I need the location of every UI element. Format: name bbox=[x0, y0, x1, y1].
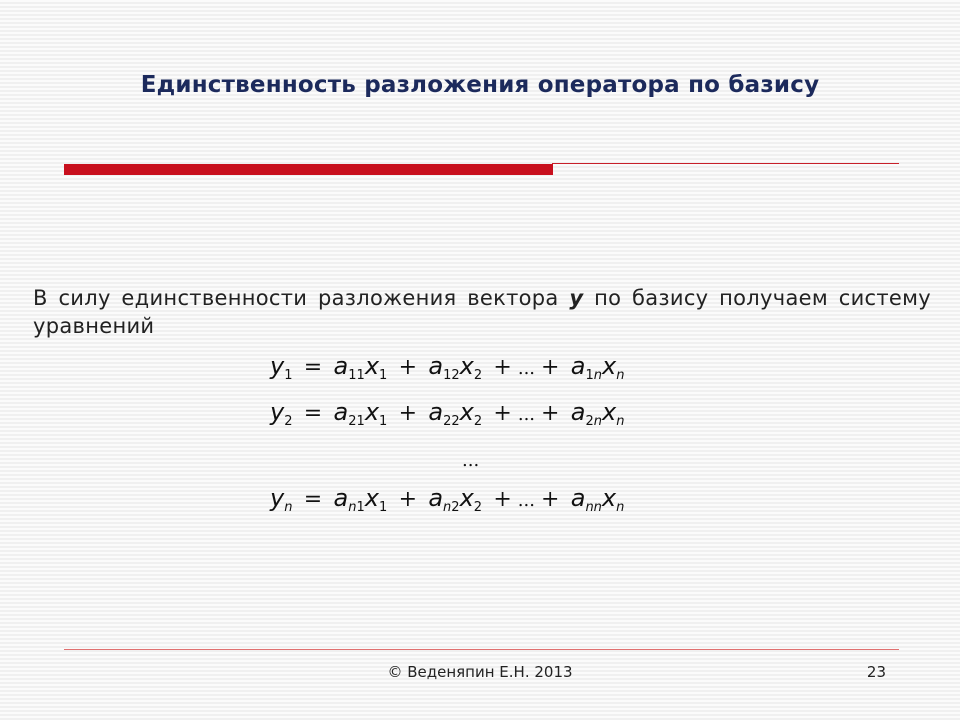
intro-text-after: по базису получаем систему уравнений bbox=[33, 286, 931, 338]
eq1-plus-1: + bbox=[398, 355, 418, 380]
intro-text-before: В силу единственности разложения вектора bbox=[33, 286, 570, 310]
intro-vector-symbol: y bbox=[569, 286, 584, 310]
eqn-tn-var: x bbox=[601, 484, 617, 512]
eq1-tn-var: x bbox=[602, 352, 617, 380]
eq2-t1-var: x bbox=[364, 398, 380, 426]
eqn-lhs: y bbox=[270, 484, 285, 512]
footer-rule bbox=[64, 649, 899, 650]
eq2-tn-coef-sub-b: n bbox=[593, 414, 603, 429]
eq1-t1-coef-sub: 11 bbox=[348, 368, 365, 383]
title-rule-thin bbox=[552, 163, 899, 164]
eq2-lhs-sub: 2 bbox=[284, 414, 293, 429]
eq1-plus-3: + bbox=[541, 355, 560, 380]
eq1-lhs: y bbox=[270, 352, 285, 380]
eq2-t2-coef-sub: 22 bbox=[443, 414, 460, 429]
eqn-dots: ... bbox=[517, 490, 535, 511]
eq2-plus-1: + bbox=[398, 401, 418, 426]
eqn-t1-var-sub: 1 bbox=[378, 500, 388, 515]
eqn-plus-2: + bbox=[493, 487, 512, 512]
eqn-tn-var-sub-wrap bbox=[616, 500, 624, 515]
eq2-plus-2: + bbox=[493, 401, 512, 426]
slide-title: Единственность разложения оператора по базису bbox=[140, 72, 820, 98]
eq2-tn-coef-sub-a: 2 bbox=[585, 414, 594, 429]
title-rule-thick bbox=[64, 164, 553, 175]
eqn-t1-coef-sub-a: n bbox=[348, 500, 357, 515]
eq2-tn-var-sub: n bbox=[616, 414, 625, 429]
eq1-t2-var: x bbox=[459, 352, 474, 380]
eq2-tn-coef-sub bbox=[586, 414, 603, 429]
eq1-tn-var-sub-wrap bbox=[616, 368, 624, 383]
eqn-t2-var: x bbox=[459, 484, 474, 512]
eq2-tn-var: x bbox=[602, 398, 617, 426]
eq2-t2-coef: a bbox=[428, 398, 444, 426]
eqn-t2-var-sub: 2 bbox=[473, 500, 483, 515]
eqn-plus-1: + bbox=[398, 487, 417, 512]
eq1-t1-var: x bbox=[364, 352, 380, 380]
eq1-plus-2: + bbox=[493, 355, 512, 380]
eq1-t2-var-sub: 2 bbox=[473, 368, 483, 383]
eq1-tn-coef-sub-a: 1 bbox=[585, 368, 594, 383]
eqn-lhs-sub-wrap bbox=[284, 500, 292, 515]
eqn-t2-coef-sub-b: 2 bbox=[451, 500, 460, 515]
eq2-plus-3: + bbox=[541, 401, 560, 426]
equation-row-2 bbox=[270, 398, 624, 429]
eq1-tn-var-sub: n bbox=[616, 368, 625, 383]
eqn-t2-coef-sub-a: n bbox=[443, 500, 452, 515]
eqn-equals: = bbox=[303, 487, 323, 512]
eq1-t1-var-sub: 1 bbox=[379, 368, 388, 383]
equation-ellipsis: ... bbox=[462, 450, 480, 471]
equation-row-n bbox=[270, 484, 624, 515]
eqn-tn-coef: a bbox=[570, 484, 586, 512]
eq1-lhs-sub: 1 bbox=[284, 368, 293, 383]
eq2-tn-coef: a bbox=[570, 398, 586, 426]
eqn-t1-coef-sub bbox=[348, 500, 365, 515]
eq2-t1-coef: a bbox=[333, 398, 349, 426]
eq2-t2-var: x bbox=[459, 398, 474, 426]
eqn-tn-coef-sub-wrap bbox=[585, 500, 601, 515]
eq1-tn-coef-sub bbox=[586, 368, 603, 383]
page-number: 23 bbox=[866, 663, 886, 681]
eqn-t1-coef-sub-b: 1 bbox=[356, 500, 365, 515]
eqn-t1-coef: a bbox=[333, 484, 349, 512]
footer-copyright: © Веденяпин Е.Н. 2013 bbox=[387, 663, 573, 681]
eqn-tn-coef-sub: nn bbox=[585, 500, 602, 515]
eq2-t1-var-sub: 1 bbox=[379, 414, 388, 429]
eq1-tn-coef: a bbox=[570, 352, 586, 380]
eq2-dots: ... bbox=[517, 404, 536, 425]
eq1-t2-coef: a bbox=[428, 352, 444, 380]
eq1-equals: = bbox=[303, 355, 323, 380]
eq1-dots: ... bbox=[517, 358, 536, 379]
intro-paragraph bbox=[33, 284, 931, 340]
eq1-t1-coef: a bbox=[333, 352, 349, 380]
eq2-lhs: y bbox=[270, 398, 285, 426]
eqn-plus-3: + bbox=[540, 487, 560, 512]
eqn-t2-coef: a bbox=[428, 484, 444, 512]
eqn-tn-var-sub: n bbox=[616, 500, 625, 515]
eq1-t2-coef-sub: 12 bbox=[443, 368, 460, 383]
eq1-tn-coef-sub-b: n bbox=[593, 368, 603, 383]
eq2-equals: = bbox=[303, 401, 323, 426]
eqn-lhs-sub: n bbox=[284, 500, 293, 515]
eq2-t2-var-sub: 2 bbox=[473, 414, 483, 429]
eq2-t1-coef-sub: 21 bbox=[348, 414, 365, 429]
eq2-tn-var-sub-wrap bbox=[616, 414, 624, 429]
eqn-t2-coef-sub bbox=[443, 500, 460, 515]
eqn-t1-var: x bbox=[364, 484, 379, 512]
equation-row-1 bbox=[270, 352, 624, 383]
